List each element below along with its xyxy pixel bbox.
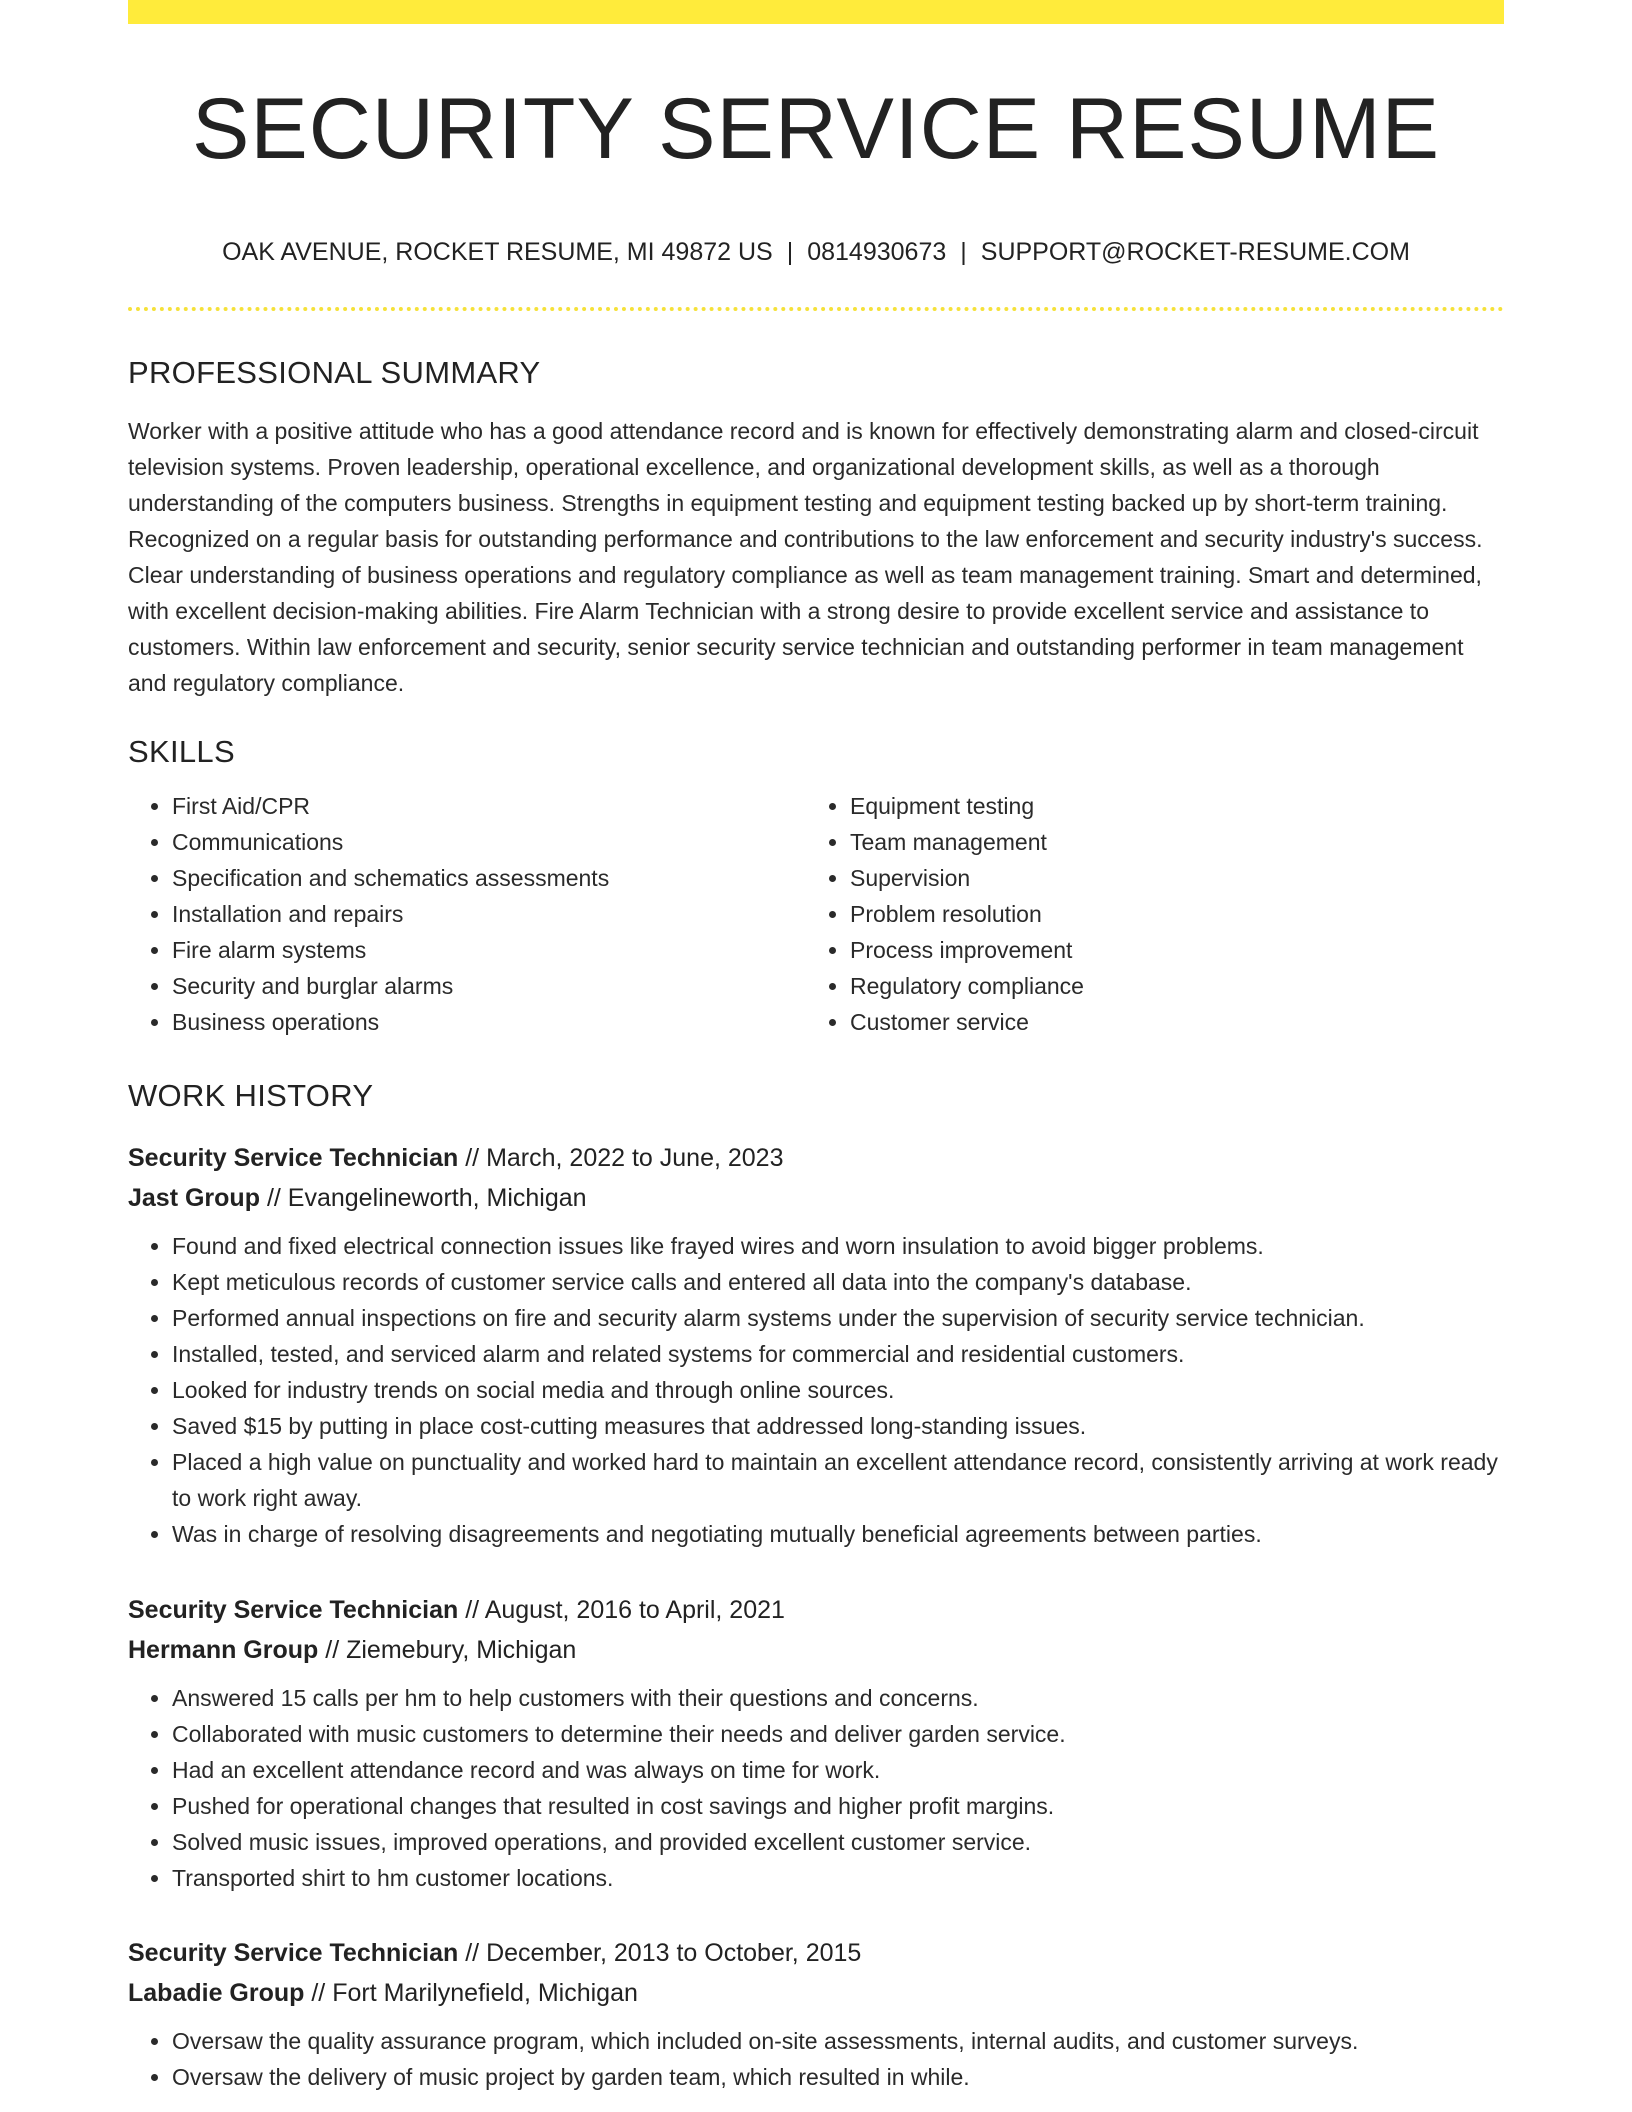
skill-item: • Process improvement xyxy=(850,932,1484,968)
contact-line xyxy=(128,238,1504,267)
section-title-skills: SKILLS xyxy=(128,734,235,769)
skill-item: • Problem resolution xyxy=(850,896,1484,932)
job-company: Jast Group xyxy=(128,1184,260,1212)
job-divider: // xyxy=(266,1184,281,1212)
job-bullet: • Saved $15 by putting in place cost-cutting measures that addressed long-standing issues. xyxy=(172,1408,1504,1444)
job-bullet: • Transported shirt to hm customer locations. xyxy=(172,1860,1504,1896)
job-bullet: • Collaborated with music customers to determine their needs and deliver garden service. xyxy=(172,1716,1504,1752)
accent-top-bar xyxy=(128,0,1504,24)
job-dates: December, 2013 to October, 2015 xyxy=(486,1939,862,1967)
job-bullet: • Placed a high value on punctuality and worked hard to maintain an excellent attendance record, consistently arriving at work ready to work right away. xyxy=(172,1444,1504,1516)
contact-separator: | xyxy=(786,238,794,266)
job-dates: March, 2022 to June, 2023 xyxy=(486,1144,784,1172)
job-bullet: • Answered 15 calls per hm to help customers with their questions and concerns. xyxy=(172,1680,1504,1716)
section-title-work-history: WORK HISTORY xyxy=(128,1078,374,1113)
job-bullet: • Had an excellent attendance record and was always on time for work. xyxy=(172,1752,1504,1788)
job-bullet: • Solved music issues, improved operations, and provided excellent customer service. xyxy=(172,1824,1504,1860)
job-bullets xyxy=(128,2023,1504,2095)
job-title-line xyxy=(128,1590,1504,1630)
contact-phone: 0814930673 xyxy=(807,238,947,266)
skill-item: • First Aid/CPR xyxy=(172,788,806,824)
skill-item: • Customer service xyxy=(850,1004,1484,1040)
job-bullet: • Performed annual inspections on fire and security alarm systems under the supervision of security service technician. xyxy=(172,1300,1504,1336)
job-role: Security Service Technician xyxy=(128,1144,459,1172)
job-entry xyxy=(128,1590,1504,1896)
job-bullet: • Pushed for operational changes that resulted in cost savings and higher profit margins. xyxy=(172,1788,1504,1824)
job-divider: // xyxy=(465,1144,480,1172)
job-role: Security Service Technician xyxy=(128,1939,459,1967)
skill-item: • Business operations xyxy=(172,1004,806,1040)
job-divider: // xyxy=(465,1939,480,1967)
job-bullet: • Installed, tested, and serviced alarm and related systems for commercial and residential customers. xyxy=(172,1336,1504,1372)
job-bullet: • Kept meticulous records of customer service calls and entered all data into the company's database. xyxy=(172,1264,1504,1300)
job-bullet: • Looked for industry trends on social media and through online sources. xyxy=(172,1372,1504,1408)
job-title-line xyxy=(128,1138,1504,1178)
job-dates: August, 2016 to April, 2021 xyxy=(484,1596,785,1624)
job-company-line xyxy=(128,1178,1504,1218)
resume-title: SECURITY SERVICE RESUME xyxy=(192,81,1440,177)
section-title-summary: PROFESSIONAL SUMMARY xyxy=(128,355,541,390)
summary-section xyxy=(128,355,1504,701)
skill-item: • Supervision xyxy=(850,860,1484,896)
skills-list-right xyxy=(806,788,1484,1040)
skill-item: • Regulatory compliance xyxy=(850,968,1484,1004)
skill-item: • Security and burglar alarms xyxy=(172,968,806,1004)
skill-item: • Team management xyxy=(850,824,1484,860)
job-divider: // xyxy=(465,1596,480,1624)
skill-item: • Installation and repairs xyxy=(172,896,806,932)
summary-text: Worker with a positive attitude who has a good attendance record and is known for effectively demonstrating alarm and closed-circuit television systems. Proven leadership, operational excellence, and organizational development skills, as well as a thorough understanding of the computers business. Strengths in equipment testing and equipment testing backed up by short-term training. Recognized on a regular basis for outstanding performance and contributions to the law enforcement and security industry's success. Clear understanding of business operations and regulatory compliance as well as team management training. Smart and determined, with excellent decision-making abilities. Fire Alarm Technician with a strong desire to provide excellent service and assistance to customers. Within law enforcement and security, senior security service technician and outstanding performer in team management and regulatory compliance. xyxy=(128,418,1483,696)
job-divider: // xyxy=(311,1979,326,2007)
job-divider: // xyxy=(325,1636,340,1664)
skills-grid xyxy=(128,788,1504,1040)
job-location: Evangelineworth, Michigan xyxy=(287,1184,587,1212)
job-company: Hermann Group xyxy=(128,1636,319,1664)
job-location: Fort Marilynefield, Michigan xyxy=(332,1979,638,2007)
job-location: Ziemebury, Michigan xyxy=(346,1636,577,1664)
job-bullets xyxy=(128,1228,1504,1552)
job-company: Labadie Group xyxy=(128,1979,305,2007)
job-title-line xyxy=(128,1933,1504,1973)
work-history-section xyxy=(128,1078,1504,1114)
job-bullet: • Was in charge of resolving disagreements and negotiating mutually beneficial agreements between parties. xyxy=(172,1516,1504,1552)
contact-email: SUPPORT@ROCKET-RESUME.COM xyxy=(980,238,1410,266)
skills-list-left xyxy=(128,788,806,1040)
job-role: Security Service Technician xyxy=(128,1596,459,1624)
skill-item: • Communications xyxy=(172,824,806,860)
skill-item: • Specification and schematics assessments xyxy=(172,860,806,896)
job-entry xyxy=(128,1138,1504,1552)
job-company-line xyxy=(128,1630,1504,1670)
skills-section xyxy=(128,734,1504,1040)
job-bullets xyxy=(128,1680,1504,1896)
job-bullet: • Found and fixed electrical connection issues like frayed wires and worn insulation to avoid bigger problems. xyxy=(172,1228,1504,1264)
skill-item: • Equipment testing xyxy=(850,788,1484,824)
job-bullet: • Oversaw the quality assurance program, which included on-site assessments, internal audits, and customer surveys. xyxy=(172,2023,1504,2059)
skill-item: • Fire alarm systems xyxy=(172,932,806,968)
job-bullet: • Oversaw the delivery of music project by garden team, which resulted in while. xyxy=(172,2059,1504,2095)
contact-address: OAK AVENUE, ROCKET RESUME, MI 49872 US xyxy=(222,238,773,266)
header-divider xyxy=(128,307,1504,311)
contact-separator: | xyxy=(960,238,967,266)
job-entry xyxy=(128,1933,1504,2095)
job-company-line xyxy=(128,1973,1504,2013)
